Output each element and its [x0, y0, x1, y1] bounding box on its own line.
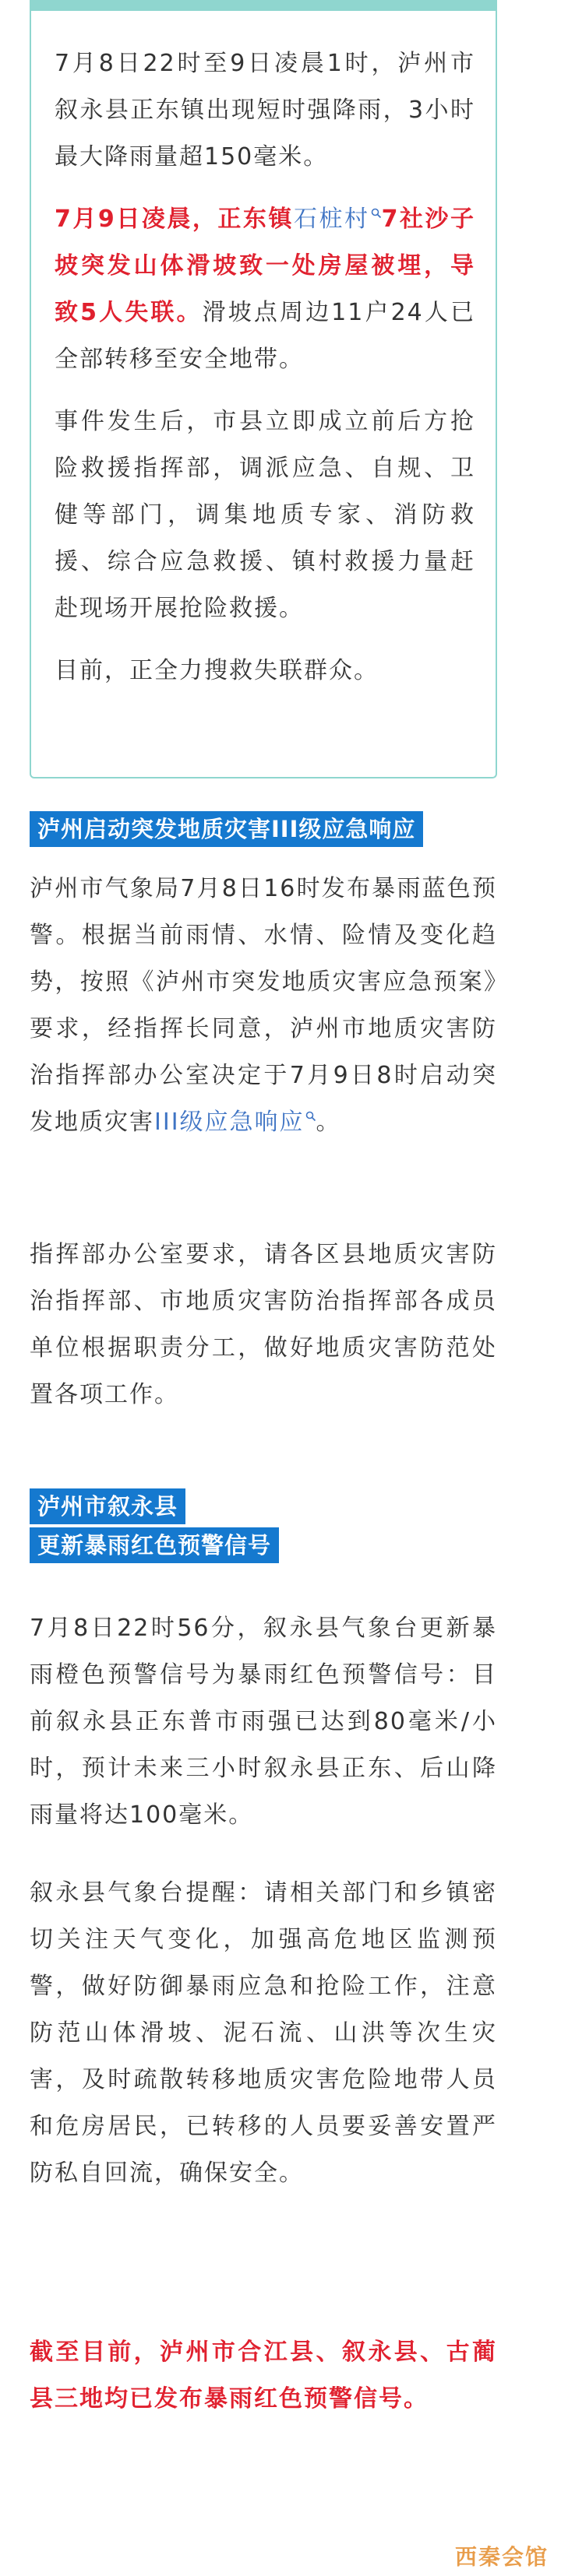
box-red-text-2: 7社沙子坡突发山体滑坡致一处房屋被埋，导致5人失联。: [55, 206, 476, 326]
box-paragraph-4: 目前，正全力搜救失联群众。: [55, 657, 379, 684]
box-paragraph-2-rest: 滑坡点周边11户24人已全部转移至安全地带。: [55, 299, 476, 373]
link-shizhuang-village[interactable]: 石桩村: [293, 206, 370, 233]
box-paragraph-2: [55, 196, 475, 383]
watermark: 西秦会馆: [454, 2544, 549, 2570]
section1-p1-end: 。: [316, 1109, 341, 1136]
box-red-text-1: 7月9日凌晨，正东镇: [55, 206, 294, 233]
section2-heading-tag-line1: 泸州市叙永县: [30, 1488, 185, 1524]
section1-p1-text: 泸州市气象局7月8日16时发布暴雨蓝色预警。根据当前雨情、水情、险情及变化趋势，按照《泸州市突发地质灾害应急预案》要求，经指挥长同意，泸州市地质灾害防治指挥部办公室决定于7月9日8时启动突发地质灾害: [30, 875, 497, 1136]
search-icon: [305, 1111, 316, 1122]
summary-box: [30, 0, 497, 778]
box-paragraph-3: 事件发生后，市县立即成立前后方抢险救援指挥部，调派应急、自规、卫健等部门，调集地质专家、消防救援、综合应急救援、镇村救援力量赶赴现场开展抢险救援。: [55, 408, 475, 622]
box-paragraph-1: 7月8日22时至9日凌晨1时，泸州市叙永县正东镇出现短时强降雨，3小时最大降雨量超150毫米。: [55, 50, 475, 170]
search-icon: [371, 208, 382, 219]
section1-heading-tag: 泸州启动突发地质灾害III级应急响应: [30, 811, 423, 847]
section2-paragraph-1: 7月8日22时56分，叙永县气象台更新暴雨橙色预警信号为暴雨红色预警信号：目前叙永县正东普市雨强已达到80毫米/小时，预计未来三小时叙永县正东、后山降雨量将达100毫米。: [30, 1615, 497, 1829]
link-level3-response[interactable]: III级应急响应: [154, 1109, 305, 1136]
section1-paragraph-1: [30, 866, 497, 1146]
section2-paragraph-3-red: 截至目前，泸州市合江县、叙永县、古蔺县三地均已发布暴雨红色预警信号。: [30, 2339, 497, 2413]
section2-paragraph-2: 叙永县气象台提醒：请相关部门和乡镇密切关注天气变化，加强高危地区监测预警，做好防御暴雨应急和抢险工作，注意防范山体滑坡、泥石流、山洪等次生灾害，及时疏散转移地质灾害危险地带人员和危房居民，已转移的人员要妥善安置严防私自回流，确保安全。: [30, 1879, 497, 2187]
section2-heading-tag-line2: 更新暴雨红色预警信号: [30, 1527, 279, 1563]
section1-paragraph-2: 指挥部办公室要求，请各区县地质灾害防治指挥部、市地质灾害防治指挥部各成员单位根据职责分工，做好地质灾害防范处置各项工作。: [30, 1241, 497, 1408]
